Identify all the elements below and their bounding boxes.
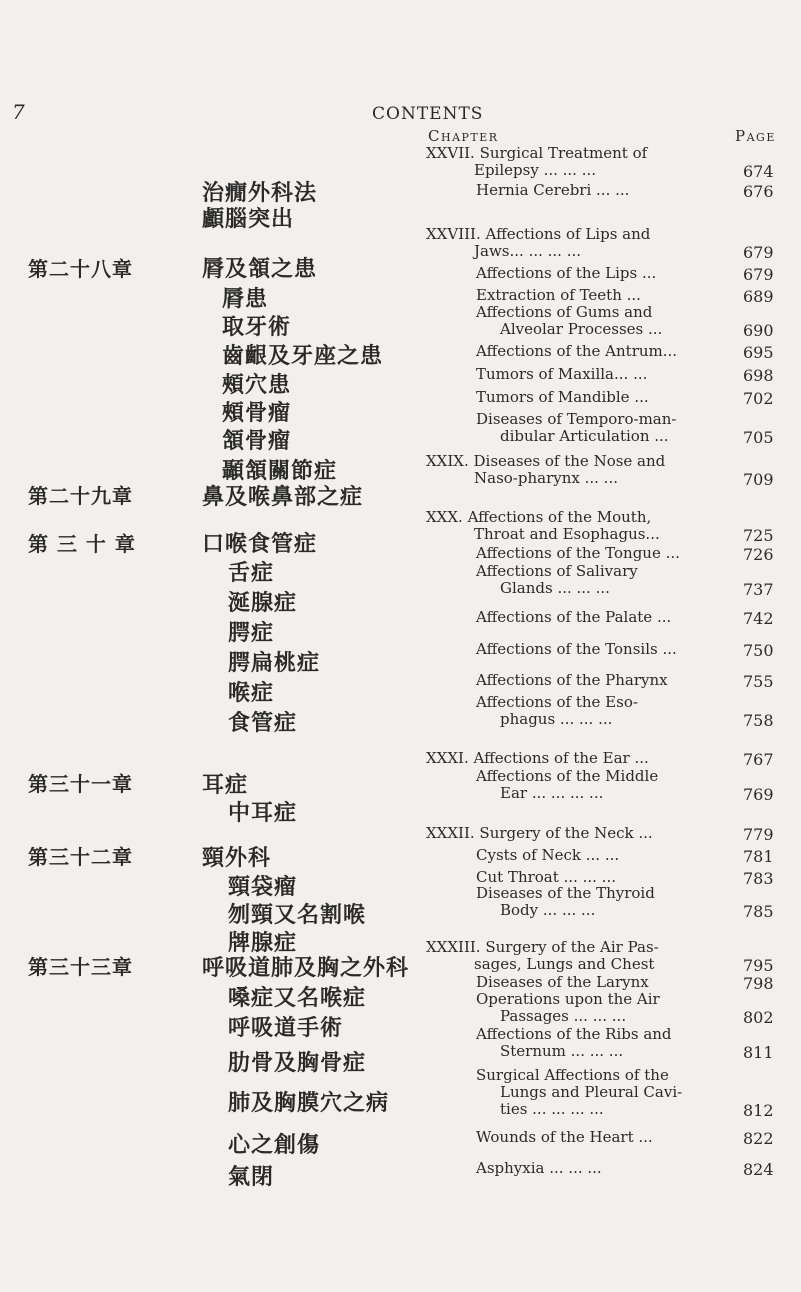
toc-entry: Affections of the Tonsils ... bbox=[476, 640, 677, 658]
toc-page: 822 bbox=[743, 1129, 774, 1148]
zh-title: 食管症 bbox=[228, 710, 298, 736]
zh-title: 牌腺症 bbox=[228, 930, 298, 956]
toc-entry: Affections of the Palate ... bbox=[476, 608, 672, 626]
toc-entry: XXXII. Surgery of the Neck ... bbox=[426, 824, 653, 842]
toc-page: 798 bbox=[743, 974, 774, 993]
toc-page: 679 bbox=[743, 243, 774, 262]
zh-title: 口喉食管症 bbox=[202, 531, 318, 557]
toc-page: 750 bbox=[743, 641, 774, 660]
zh-title: 呼吸道手術 bbox=[228, 1015, 344, 1041]
toc-page: 695 bbox=[743, 343, 774, 362]
toc-page: 785 bbox=[743, 902, 774, 921]
toc-page: 812 bbox=[743, 1101, 774, 1120]
zh-title: 涎腺症 bbox=[228, 590, 298, 616]
zh-title: 呼吸道肺及胸之外科 bbox=[202, 955, 410, 981]
zh-chapter-30: 第 三 十 章 bbox=[28, 532, 136, 556]
toc-entry: Affections of the Antrum... bbox=[476, 342, 678, 360]
zh-title: 嗓症又名喉症 bbox=[228, 985, 367, 1011]
toc-page: 702 bbox=[743, 389, 774, 408]
zh-title: 治癇外科法 bbox=[202, 180, 318, 206]
toc-entry: Wounds of the Heart ... bbox=[476, 1128, 653, 1146]
toc-page: 781 bbox=[743, 847, 774, 866]
toc-page: 755 bbox=[743, 672, 774, 691]
zh-chapter-32: 第三十二章 bbox=[28, 845, 133, 869]
toc-page: 679 bbox=[743, 265, 774, 284]
toc-entry: Affections of Gums and Alveolar Processes ... bbox=[476, 303, 663, 338]
toc-page: 783 bbox=[743, 869, 774, 888]
toc-page: 769 bbox=[743, 785, 774, 804]
toc-entry: XXX. Affections of the Mouth, Throat and Esophagus... bbox=[426, 508, 660, 543]
zh-title: 中耳症 bbox=[228, 800, 298, 826]
chapter-column-header: Chapter bbox=[428, 127, 499, 145]
zh-title: 耳症 bbox=[202, 772, 249, 798]
page-number: 7 bbox=[12, 100, 25, 124]
zh-title: 鼻及喉鼻部之症 bbox=[202, 484, 364, 510]
toc-entry: Affections of the Middle Ear ... ... ... ... bbox=[476, 767, 659, 802]
zh-title: 氣閉 bbox=[228, 1164, 275, 1190]
toc-entry: Hernia Cerebri ... ... bbox=[476, 181, 630, 199]
toc-entry: Surgical Affections of the Lungs and Pleural Cavi- ties ... ... ... ... bbox=[476, 1066, 683, 1118]
toc-page: 811 bbox=[743, 1043, 774, 1062]
toc-entry: XXVII. Surgical Treatment of Epilepsy ... ... ... bbox=[426, 144, 648, 179]
toc-entry: XXIX. Diseases of the Nose and Naso-pharynx ... ... bbox=[426, 452, 666, 487]
zh-chapter-33: 第三十三章 bbox=[28, 955, 133, 979]
toc-page: 737 bbox=[743, 580, 774, 599]
toc-entry: Extraction of Teeth ... bbox=[476, 286, 641, 304]
zh-chapter-29: 第二十九章 bbox=[28, 484, 133, 508]
toc-page: 705 bbox=[743, 428, 774, 447]
toc-entry: XXVIII. Affections of Lips and Jaws... ... ... ... bbox=[426, 225, 651, 260]
toc-page: 674 bbox=[743, 162, 774, 181]
zh-chapter-28: 第二十八章 bbox=[28, 257, 133, 281]
page-column-header: Page bbox=[735, 127, 776, 145]
toc-page: 824 bbox=[743, 1160, 774, 1179]
toc-page: 767 bbox=[743, 750, 774, 769]
zh-title: 頸袋瘤 bbox=[228, 874, 298, 900]
toc-entry: XXXI. Affections of the Ear ... bbox=[426, 749, 649, 767]
zh-title: 肋骨及胸骨症 bbox=[228, 1050, 367, 1076]
toc-entry: Affections of the Tongue ... bbox=[476, 544, 680, 562]
zh-title: 頸外科 bbox=[202, 845, 272, 871]
toc-entry: Asphyxia ... ... ... bbox=[476, 1159, 602, 1177]
toc-entry: Affections of Salivary Glands ... ... ... bbox=[476, 562, 638, 597]
zh-title: 脣及頷之患 bbox=[202, 256, 318, 282]
toc-page: 690 bbox=[743, 321, 774, 340]
running-head: CONTENTS bbox=[372, 104, 484, 124]
zh-title: 刎頸又名割喉 bbox=[228, 902, 367, 928]
toc-entry: Affections of the Lips ... bbox=[476, 264, 657, 282]
toc-entry: Tumors of Maxilla... ... bbox=[476, 365, 648, 383]
zh-title: 顱腦突出 bbox=[202, 206, 295, 232]
toc-page: 676 bbox=[743, 182, 774, 201]
zh-title: 喉症 bbox=[228, 680, 275, 706]
toc-entry: Diseases of the Thyroid Body ... ... ... bbox=[476, 884, 655, 919]
zh-title: 腭扁桃症 bbox=[228, 650, 321, 676]
toc-entry: Diseases of Temporo-man- dibular Articulation ... bbox=[476, 410, 677, 445]
toc-page: 726 bbox=[743, 545, 774, 564]
zh-title: 心之創傷 bbox=[228, 1132, 321, 1158]
toc-page: 709 bbox=[743, 470, 774, 489]
toc-entry: Cysts of Neck ... ... bbox=[476, 846, 620, 864]
zh-title: 齒齦及牙座之患 bbox=[222, 343, 384, 369]
zh-title: 頰穴患 bbox=[222, 372, 292, 398]
toc-entry: XXXIII. Surgery of the Air Pas- sages, Lungs and Chest bbox=[426, 938, 659, 973]
toc-page: 689 bbox=[743, 287, 774, 306]
toc-page: 742 bbox=[743, 609, 774, 628]
toc-entry: Affections of the Pharynx bbox=[476, 671, 668, 689]
zh-title: 腭症 bbox=[228, 620, 275, 646]
toc-page: 698 bbox=[743, 366, 774, 385]
zh-title: 舌症 bbox=[228, 560, 275, 586]
toc-entry: Affections of the Eso- phagus ... ... ... bbox=[476, 693, 638, 728]
toc-entry: Affections of the Ribs and Sternum ... ... ... bbox=[476, 1025, 672, 1060]
zh-title: 頰骨瘤 bbox=[222, 400, 292, 426]
toc-entry: Diseases of the Larynx bbox=[476, 973, 649, 991]
toc-page: 802 bbox=[743, 1008, 774, 1027]
zh-chapter-31: 第三十一章 bbox=[28, 772, 133, 796]
toc-page: 779 bbox=[743, 825, 774, 844]
zh-title: 顳頷關節症 bbox=[222, 458, 338, 484]
zh-title: 頷骨瘤 bbox=[222, 428, 292, 454]
zh-title: 取牙術 bbox=[222, 314, 292, 340]
zh-title: 肺及胸膜穴之病 bbox=[228, 1090, 390, 1116]
toc-entry: Tumors of Mandible ... bbox=[476, 388, 649, 406]
toc-entry: Operations upon the Air Passages ... ... ... bbox=[476, 990, 660, 1025]
toc-page: 725 bbox=[743, 526, 774, 545]
toc-entry: Cut Throat ... ... ... bbox=[476, 868, 616, 886]
zh-title: 脣患 bbox=[222, 286, 269, 312]
toc-page: 758 bbox=[743, 711, 774, 730]
toc-page: 795 bbox=[743, 956, 774, 975]
